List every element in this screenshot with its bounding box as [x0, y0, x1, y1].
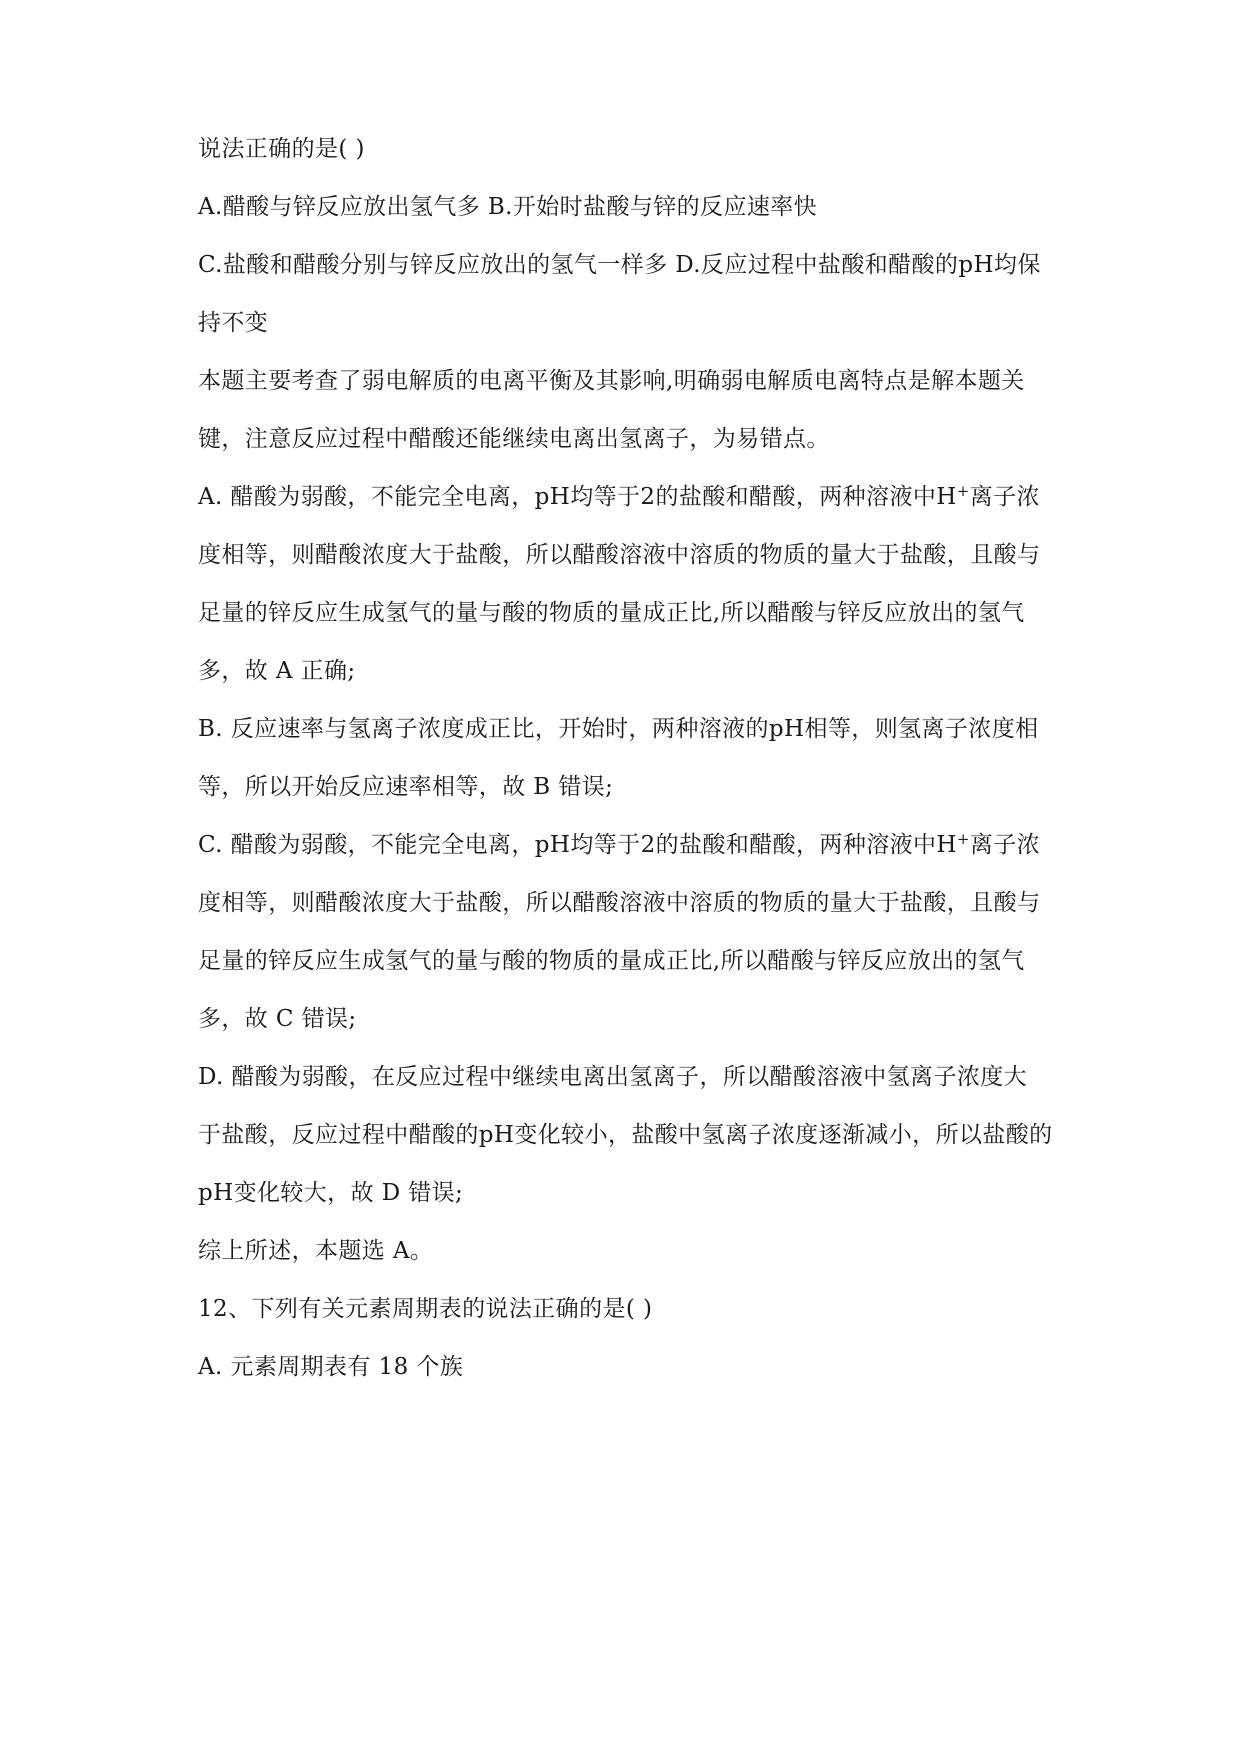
line-text: 等，所以开始反应速率相等，故 B 错误;: [198, 774, 614, 800]
line-text: C. 醋酸为弱酸，不能完全电离，pH均等于2的盐酸和醋酸，两种溶液中H: [198, 832, 957, 858]
line-text: 度相等，则醋酸浓度大于盐酸，所以醋酸溶液中溶质的物质的量大于盐酸，且酸与: [198, 890, 1041, 916]
line-text: 持不变: [198, 310, 269, 336]
text-line: [198, 308, 1088, 338]
text-line: [198, 1120, 1088, 1150]
line-text: 说法正确的是( ): [198, 136, 365, 162]
text-line: [198, 656, 1088, 686]
text-line: [198, 366, 1088, 396]
line-text: pH变化较大，故 D 错误;: [198, 1180, 464, 1206]
text-line: [198, 134, 1088, 164]
text-line: [198, 772, 1088, 802]
line-text: 多，故 A 正确;: [198, 658, 356, 684]
line-text: 本题主要考查了弱电解质的电离平衡及其影响,明确弱电解质电离特点是解本题关: [198, 368, 1025, 394]
line-text-tail: 离子浓: [969, 832, 1041, 858]
line-text: 综上所述，本题选 A。: [198, 1238, 434, 1264]
line-text: 足量的锌反应生成氢气的量与酸的物质的量成正比,所以醋酸与锌反应放出的氢气: [198, 600, 1025, 626]
superscript: +: [956, 830, 970, 848]
text-line: [198, 598, 1088, 628]
text-line: [198, 830, 1088, 860]
line-text: A. 元素周期表有 18 个族: [198, 1354, 464, 1380]
line-text: 足量的锌反应生成氢气的量与酸的物质的量成正比,所以醋酸与锌反应放出的氢气: [198, 948, 1025, 974]
line-text: D. 醋酸为弱酸，在反应过程中继续电离出氢离子，所以醋酸溶液中氢离子浓度大: [198, 1064, 1028, 1090]
text-line: [198, 192, 1088, 222]
text-line: [198, 540, 1088, 570]
line-text: 度相等，则醋酸浓度大于盐酸，所以醋酸溶液中溶质的物质的量大于盐酸，且酸与: [198, 542, 1041, 568]
text-line: [198, 946, 1088, 976]
line-text-tail: 离子浓: [969, 484, 1040, 510]
text-line: [198, 888, 1088, 918]
line-text: 于盐酸，反应过程中醋酸的pH变化较小，盐酸中氢离子浓度逐渐减小，所以盐酸的: [198, 1122, 1053, 1148]
line-text: A. 醋酸为弱酸，不能完全电离，pH均等于2的盐酸和醋酸，两种溶液中H: [198, 484, 957, 510]
line-text: C.盐酸和醋酸分别与锌反应放出的氢气一样多 D.反应过程中盐酸和醋酸的pH均保: [198, 252, 1041, 278]
text-line: [198, 1294, 1088, 1324]
text-line: [198, 424, 1088, 454]
text-line: [198, 482, 1088, 512]
text-line: [198, 1352, 1088, 1382]
line-text: 多，故 C 错误;: [198, 1006, 357, 1032]
line-text: B. 反应速率与氢离子浓度成正比，开始时，两种溶液的pH相等，则氢离子浓度相: [198, 716, 1039, 742]
text-line: [198, 1178, 1088, 1208]
line-text: A.醋酸与锌反应放出氢气多 B.开始时盐酸与锌的反应速率快: [198, 194, 818, 220]
text-line: [198, 250, 1088, 280]
line-text: 12、下列有关元素周期表的说法正确的是( ): [198, 1296, 653, 1322]
line-text: 键，注意反应过程中醋酸还能继续电离出氢离子，为易错点。: [198, 426, 830, 452]
superscript: +: [956, 482, 970, 500]
text-line: [198, 1004, 1088, 1034]
text-line: [198, 714, 1088, 744]
text-line: [198, 1062, 1088, 1092]
text-line: [198, 1236, 1088, 1266]
